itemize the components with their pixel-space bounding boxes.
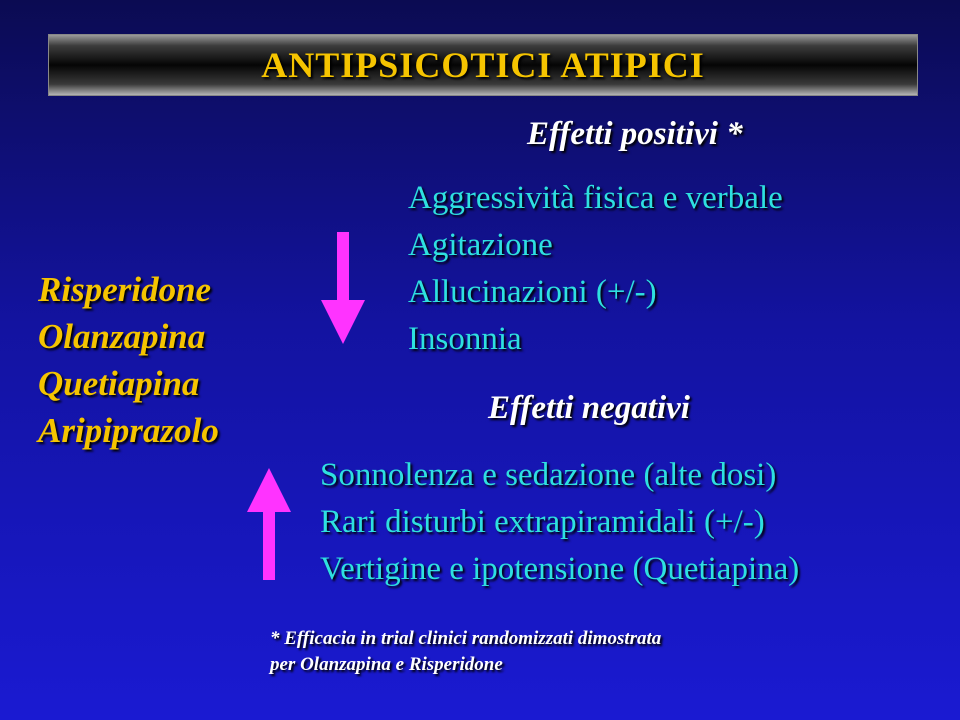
list-item: Vertigine e ipotensione (Quetiapina) <box>320 551 800 587</box>
list-item: Insonnia <box>408 321 522 357</box>
list-item: Rari disturbi extrapiramidali (+/-) <box>320 504 765 540</box>
footnote <box>270 626 661 678</box>
drug-list <box>38 266 219 454</box>
title-bar <box>48 34 918 96</box>
drug-item: Aripiprazolo <box>38 411 219 450</box>
list-item: Agitazione <box>408 227 553 263</box>
footnote-line-1: * Efficacia in trial clinici randomizzati dimostrata <box>270 628 662 649</box>
list-item: Allucinazioni (+/-) <box>408 274 657 310</box>
list-item: Sonnolenza e sedazione (alte dosi) <box>320 457 777 493</box>
down-arrow-icon <box>318 230 368 346</box>
list-item: Aggressività fisica e verbale <box>408 180 783 216</box>
negative-effects-list <box>320 452 799 593</box>
positive-effects-heading: Effetti positivi * <box>527 116 743 152</box>
footnote-line-2: per Olanzapina e Risperidone <box>270 654 503 675</box>
up-arrow-icon <box>244 466 294 582</box>
negative-effects-heading: Effetti negativi <box>488 390 690 426</box>
slide-title: ANTIPSICOTICI ATIPICI <box>261 45 705 85</box>
positive-effects-list <box>408 175 783 363</box>
drug-item: Quetiapina <box>38 364 200 403</box>
drug-item: Risperidone <box>38 270 212 309</box>
drug-item: Olanzapina <box>38 317 206 356</box>
